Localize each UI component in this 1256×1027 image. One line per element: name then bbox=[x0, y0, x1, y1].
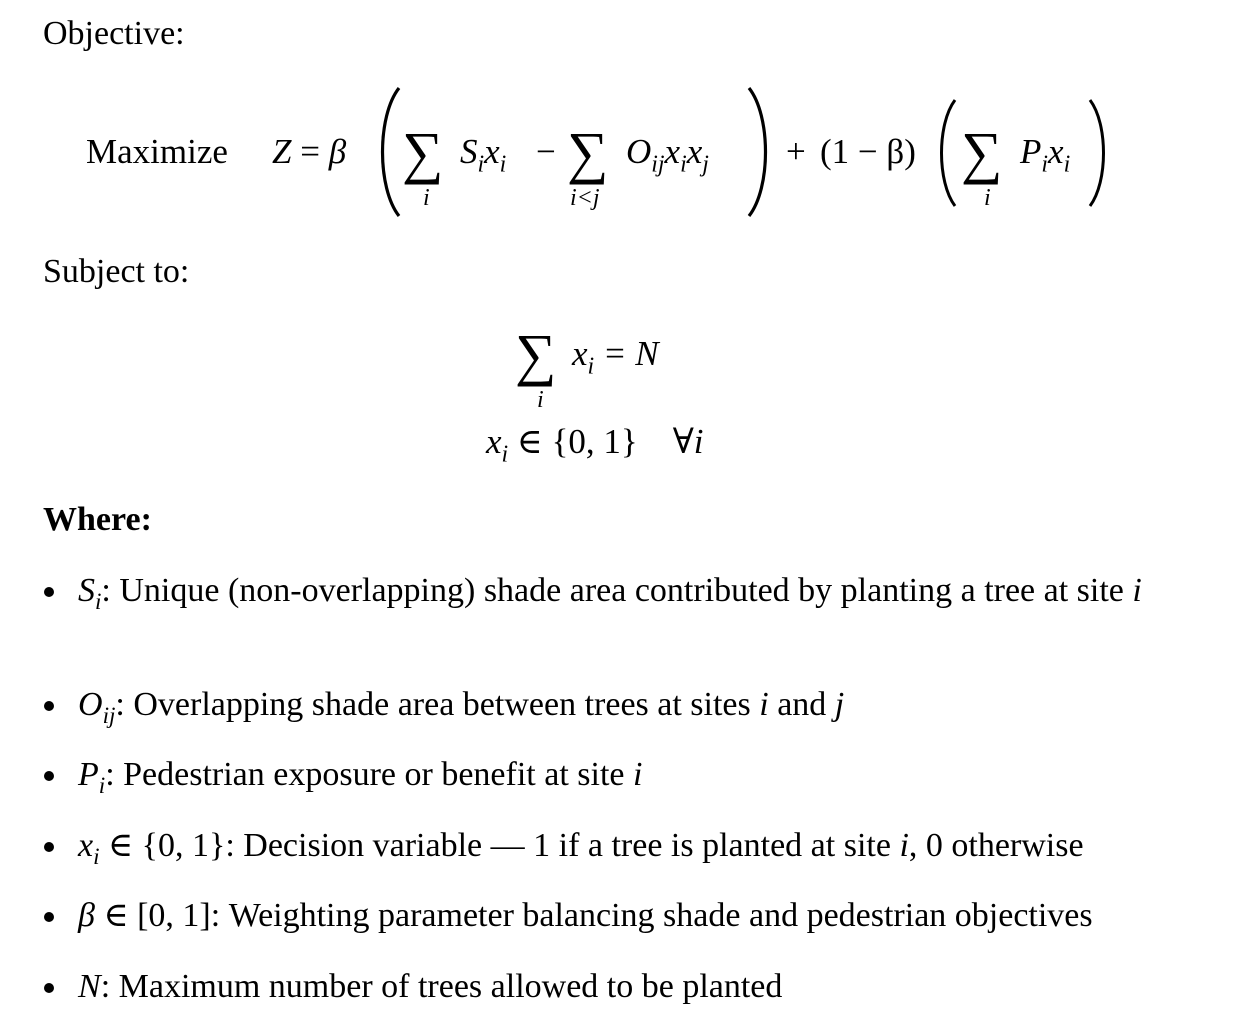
objective-heading: Objective: bbox=[43, 15, 185, 52]
sum-index-2: i<j bbox=[570, 185, 600, 211]
one-minus-beta: (1 − β) bbox=[820, 132, 916, 171]
bullet bbox=[44, 701, 54, 711]
big-left-paren-2 bbox=[933, 98, 959, 208]
definition-O: $O_{ij}$: Overlapping shade area between trees at sites i and j bbox=[78, 686, 845, 730]
bullet bbox=[44, 842, 54, 852]
objective-lhs: Z = β bbox=[272, 132, 347, 171]
constraint-binary: $x_i$ ∈ {0, 1} ∀i bbox=[486, 422, 704, 468]
plus-sign: + bbox=[786, 132, 806, 171]
sum-sign-1: ∑ bbox=[402, 120, 444, 185]
definition-S: $S_i$: Unique (non-overlapping) shade area contributed by planting a tree at site i bbox=[78, 572, 1142, 616]
subject-to-heading: Subject to: bbox=[43, 253, 190, 290]
definition-P: $P_i$: Pedestrian exposure or benefit at site i bbox=[78, 756, 643, 800]
where-heading: Where: bbox=[43, 501, 152, 538]
sum-index-3: i bbox=[984, 185, 991, 211]
bullet bbox=[44, 771, 54, 781]
big-right-paren-2 bbox=[1086, 98, 1112, 208]
big-right-paren-1 bbox=[745, 86, 775, 218]
minus-sign: − bbox=[536, 132, 556, 171]
term-S-x: $S_ix_i$ bbox=[460, 132, 507, 178]
bullet bbox=[44, 983, 54, 993]
sum-sign-3: ∑ bbox=[961, 120, 1003, 185]
bullet bbox=[44, 912, 54, 922]
constraint-sum-index: i bbox=[537, 387, 544, 413]
constraint-sum-sign: ∑ bbox=[515, 322, 557, 387]
sum-index-1: i bbox=[423, 185, 430, 211]
sum-sign-2: ∑ bbox=[567, 120, 609, 185]
maximize-label: Maximize bbox=[86, 132, 228, 171]
term-P-x: $P_ix_i$ bbox=[1020, 132, 1071, 178]
definition-beta: β ∈ [0, 1]: Weighting parameter balancing shade and pedestrian objectives bbox=[78, 897, 1093, 934]
definition-x: $x_i$ ∈ {0, 1}: Decision variable — 1 if a tree is planted at site i, 0 otherwise bbox=[78, 827, 1084, 871]
bullet bbox=[44, 587, 54, 597]
definition-N: N: Maximum number of trees allowed to be planted bbox=[78, 968, 783, 1005]
term-O-x-x: $O_{ij}x_ix_j$ bbox=[626, 132, 709, 178]
constraint-sum-body: $x_i = N$ bbox=[572, 334, 659, 380]
big-left-paren-1 bbox=[373, 86, 403, 218]
